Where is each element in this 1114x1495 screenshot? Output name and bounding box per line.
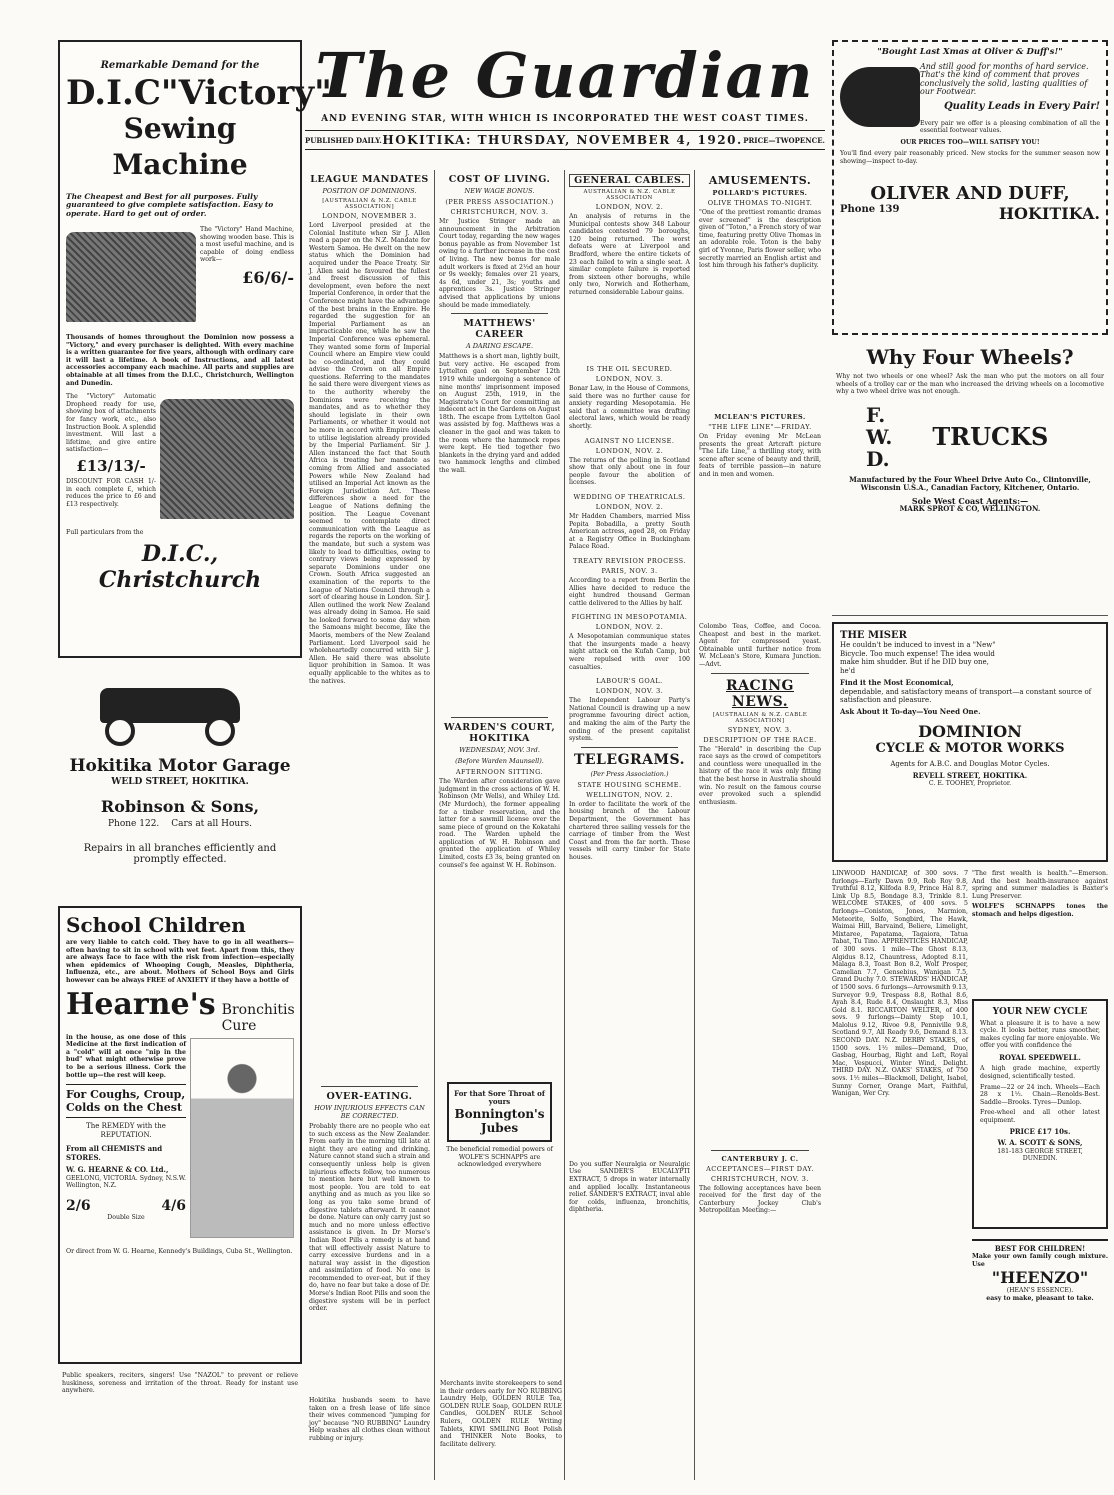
hearne-price-b: 4/6 <box>161 1197 186 1214</box>
dominion-cycle-ad <box>832 622 1108 862</box>
cables-body: An analysis of returns in the Municipal contests show 348 Labour candidates contested 79 boroughs, 120 being returned. The worst defeats were at Liverpool and Bradford, where the entire tickets of 23 each failed to win a single seat. A similar complete failure is reported from sixteen other boroughs, while only two, Norwich and Rotherham, returned considerable Labour gains. <box>569 213 690 296</box>
news-column-2 <box>435 170 565 1480</box>
treaty-body: According to a report from Berlin the Allies have decided to reduce the eight hundred thousand German cattle delivered to the Allies by half. <box>569 576 690 607</box>
treaty-dateline: PARIS, NOV. 3. <box>601 566 658 575</box>
fwd-trucks: TRUCKS <box>932 422 1049 452</box>
fwd-letter-f: F. <box>866 402 886 427</box>
sanders-ad: Do you suffer Neuralgia or Neuralgic Use SANDER'S EUCALYPTI EXTRACT, 5 drops in water internally and applied locally. Instantaneous relief. SANDER'S EXTRACT, inval able for colds, influenza, bronchitis, diphtheria. <box>569 1160 690 1214</box>
dominion-prop: C. E. TOOHEY, Proprietor. <box>928 780 1012 787</box>
fwd-body: Why not two wheels or one wheel? Ask the man who put the motors on all four wheels of a trolley car or the man who increased the driving wheels on a locomotive why a two wheel drive was not enough. <box>836 373 1104 396</box>
miser-tag: Find it the Most Economical, <box>840 678 954 687</box>
nazol-husbands: Hokitika husbands seem to have taken on a fresh lease of life since their wives commenced "jumping for joy" because "NO RUBBING" Laundry Help washes all clothes clean without rubbing or injury. <box>309 1397 430 1442</box>
league-dateline: LONDON, NOVEMBER 3. <box>322 212 417 220</box>
heenzo-brand: "HEENZO" <box>991 1268 1089 1288</box>
license-headline: AGAINST NO LICENSE. <box>584 436 675 445</box>
garage-firm: Robinson & Sons, <box>100 796 260 816</box>
mcleans-title: "THE LIFE LINE"—FRIDAY. <box>708 423 812 431</box>
bonnington-line-1: For that Sore Throat of yours <box>454 1088 545 1107</box>
garage-street: WELD STREET, HOKITIKA. <box>111 777 249 787</box>
fwd-mfr: Manufactured by the Four Wheel Drive Auto Co., Clintonville, Wisconsin U.S.A., Canadian Factory, Kitchener, Ontario. <box>849 474 1091 493</box>
fwd-letter-w: W. <box>866 424 893 449</box>
amusements-sub: POLLARD'S PICTURES. <box>712 189 808 197</box>
oliver-head: "Bought Last Xmas at Oliver & Duff's!" <box>877 47 1063 57</box>
league-source: [AUSTRALIAN & N.Z. CABLE ASSOCIATION] <box>322 198 417 210</box>
canterbury-sub: ACCEPTANCES—FIRST DAY. <box>706 1164 814 1173</box>
telegrams-dateline: WELLINGTON, NOV. 2. <box>586 790 673 799</box>
miser-head: THE MISER <box>840 630 907 641</box>
dominion-subname: CYCLE & MOTOR WORKS <box>875 741 1065 756</box>
hearne-company: W. G. HEARNE & CO. Ltd., <box>66 1165 169 1175</box>
mesopotamia-dateline: LONDON, NOV. 2. <box>595 623 664 632</box>
wedding-body: Mr Hadden Chambers, married Miss Pepita Bobadilla, a pretty South American actress, aged 28, on Friday at a Registry Office in Buckingham Palace Road. <box>569 512 690 551</box>
overeating-sub: HOW INJURIOUS EFFECTS CAN BE CORRECTED. <box>314 1104 425 1120</box>
sewing-tagline: The Cheapest and Best for all purposes. Fully guaranteed to give complete satisfaction. Easy to operate. Hard to get out of order. <box>66 191 274 218</box>
shoe-illustration <box>840 67 920 127</box>
wardens-session: AFTERNOON SITTING. <box>455 768 544 777</box>
heenzo-note: easy to make, pleasant to take. <box>986 1294 1094 1302</box>
matthews-headline: MATTHEWS' CAREER <box>463 318 536 341</box>
cost-body: Mr Justice Stringer made an announcement in the Arbitration Court today, regarding the new wages bonus payable as from November 1st owing to a further increase in the cost of living. The new bonus for male adult workers is fixed at 2½d an hour or 9s weekly; females over 21 years, 4s 6d, under 21, 3s; youths and apprentices 3s. Justice Stringer advised that applications by unions should be made immediately. <box>439 218 560 309</box>
oliver-slogan: Quality Leads in Every Pair! <box>943 100 1100 112</box>
oliver-prices: OUR PRICES TOO—WILL SATISFY YOU! <box>900 138 1040 146</box>
cycle-extras: Free-wheel and all other latest equipment. <box>980 1109 1100 1124</box>
license-dateline: LONDON, NOV. 2. <box>595 446 664 455</box>
news-columns <box>305 170 825 1480</box>
sewing-machine-ad <box>58 40 332 658</box>
amusements-headline: AMUSEMENTS. <box>708 174 812 187</box>
labour-headline: LABOUR'S GOAL. <box>596 677 663 686</box>
hearne-remedy: The REMEDY with the REPUTATION. <box>86 1122 166 1139</box>
oliver-phone: Phone 139 <box>840 204 900 216</box>
oil-dateline: LONDON, NOV. 3. <box>595 375 664 383</box>
hearne-head: School Children <box>66 913 246 937</box>
cycle-price: PRICE £17 10s. <box>1009 1126 1071 1136</box>
license-body: The returns of the polling in Scotland show that only about one in four people favour the abolition of licenses. <box>569 456 690 487</box>
heenzo-head: BEST FOR CHILDREN! <box>994 1243 1086 1253</box>
masthead-title: The Guardian <box>315 39 815 112</box>
dominion-street: REVELL STREET, HOKITIKA. <box>912 770 1028 780</box>
sewing-price-2: £13/13/- <box>76 456 146 475</box>
cycle-head: YOUR NEW CYCLE <box>992 1006 1088 1017</box>
dominion-name: DOMINION <box>918 722 1022 741</box>
bonnington-line-2: Bonnington's Jubes <box>454 1106 545 1135</box>
right-ad-column <box>832 40 1108 1480</box>
cycle-specs: Frame—22 or 24 inch. Wheels—Each 28 x 1½. Chain—Renolds-Best. Saddle—Brooks. Tyres—Dunlop. <box>980 1083 1100 1106</box>
bonnington-jubes-ad <box>447 1082 552 1142</box>
canterbury-body: The following acceptances have been received for the first day of the Canterbury Jockey Club's Metropolitan Meeting:— <box>699 1184 821 1215</box>
fwd-agents-label: Sole West Coast Agents:— <box>911 495 1029 506</box>
hearne-for-line: For Coughs, Croup, Colds on the Chest <box>66 1084 186 1118</box>
mother-child-illustration <box>190 1038 294 1238</box>
labour-dateline: LONDON, NOV. 3. <box>595 687 664 696</box>
matthews-body: Matthews is a short man, lightly built, but very active. He escaped from Lyttelton gaol on September 12th 1919 while undergoing a sentence of nine months' imprisonment imposed on August 25th, 1919, in the Magistrate's Court for committing an indecent act in the Gardens on August 18th. The escape from Lyttelton Gaol was assisted by fog. Matthews was a cleaner in the gaol and was taken to the room where the hammock ropes were kept. He tied together two blankets in the drying yard and added two hammock lengths and climbed the wall. <box>439 353 560 475</box>
sewing-particulars: Full particulars from the <box>66 529 144 537</box>
overeating-headline: OVER-EATING. <box>326 1091 413 1102</box>
cables-dateline: LONDON, NOV. 2. <box>595 203 664 211</box>
fwd-letter-d: D. <box>866 446 890 471</box>
cost-source: (PER PRESS ASSOCIATION.) <box>445 198 554 206</box>
issue-date: HOKITIKA: THURSDAY, NOVEMBER 4, 1920. <box>382 133 743 147</box>
hearne-order: Or direct from W. G. Hearne, Kennedy's Buildings, Cuba St., Wellington. <box>66 1247 293 1255</box>
cycle-ad <box>972 999 1108 1229</box>
canterbury-headline: CANTERBURY J. C. <box>721 1154 799 1163</box>
masthead <box>305 40 825 160</box>
wolfe-name: WOLFE'S SCHNAPPS tones the stomach and helps digestion. <box>972 903 1108 918</box>
heenzo-tag: (HEAN'S ESSENCE). <box>1006 1287 1074 1295</box>
canterbury-dateline: CHRISTCHURCH, NOV. 3. <box>711 1174 809 1183</box>
cost-dateline: CHRISTCHURCH, NOV. 3. <box>450 208 549 216</box>
wardens-sub: WEDNESDAY, NOV. 3rd. <box>459 746 540 755</box>
racing-dateline: SYDNEY, NOV. 3. <box>727 725 793 734</box>
mesopotamia-headline: FIGHTING IN MESOPOTAMIA. <box>571 613 688 622</box>
hearne-product: Bronchitis Cure <box>221 1001 295 1034</box>
mcleans-body: On Friday evening Mr McLean presents the great Artcraft picture "The Life Line," a thrilling story, with scene after scene of beauty and thrill, feats of terrible passion—in nature and in men and women. <box>699 433 821 478</box>
hearne-body-2: in the house, as one dose of this Medicine at the first indication of a "cold" will at once "nip in the bud" what might otherwise prove to be a serious illness. Cork the bottle up—the rest will keep. <box>66 1033 186 1079</box>
hearnes-bronchitis-cure-ad <box>58 906 302 1364</box>
mesopotamia-body: A Mesopotamian communique states that the insurgents made a heavy night attack on the Kufah Camp, but were repulsed with over 100 casualties. <box>569 633 690 671</box>
telegrams-headline: TELEGRAMS. <box>573 751 686 768</box>
hearne-price-a: 2/6 <box>66 1197 91 1214</box>
oliver-offer: Every pair we offer is a pleasing combination of all the essential footwear values. <box>920 119 1100 135</box>
miser-body-2: dependable, and satisfactory means of transport—a constant source of satisfaction and pleasure. <box>840 687 1092 704</box>
league-headline: LEAGUE MANDATES <box>310 174 429 185</box>
cost-headline: COST OF LIVING. <box>448 174 551 185</box>
wardens-body: The Warden after consideration gave judgment in the cross actions of W. H. Robinson (Mr Wells), and Whiley Ltd. (Mr Murdoch), the former appealing for a timber reservation, and the latter for a sawmill license over the same piece of ground on the Kokatahi road. The Warden upheld the application of W. H. Robinson and granted the application of Whiley Limited, costs £3 3s, being granted on counsel's fee against W. H. Robinson. <box>439 778 560 869</box>
wedding-headline: WEDDING OF THEATRICALS. <box>573 492 686 501</box>
colombo-ad: Colombo Teas, Coffee, and Cocoa. Cheapest and best in the market. Agent for compressed yeast. Obtainable until further notice from W. McLean's Store, Kumara Junction.—Advt. <box>699 623 821 668</box>
sewing-price-1: £6/6/- <box>242 267 294 287</box>
hearne-brand: Hearne's <box>66 986 216 1022</box>
telegrams-body: In order to facilitate the work of the housing branch of the Labour Department, the Government has chartered three sailing vessels for the carriage of timber from the West Coast and from the far north. These vessels will carry timber for State houses. <box>569 800 690 861</box>
oil-headline: IS THE OIL SECURED. <box>586 365 673 373</box>
treaty-headline: TREATY REVISION PROCESS. <box>573 556 686 565</box>
hearne-size: Double Size <box>107 1213 145 1221</box>
fwd-trucks-ad <box>832 341 1108 616</box>
wardens-headline: WARDEN'S COURT, HOKITIKA <box>443 722 556 745</box>
racing-headline: RACING NEWS. <box>726 677 794 710</box>
mcleans-headline: MCLEAN'S PICTURES. <box>714 413 806 421</box>
miser-ask: Ask About it To-day—You Need One. <box>840 706 981 716</box>
cycle-address: 181-183 GEORGE STREET, DUNEDIN. <box>997 1147 1083 1163</box>
racing-body: The "Herald" in describing the Cup race says as the crowd of competitors and countless were unequalled in the history of the race it was only fitting that the best horse in Australia should win. No result on the famous course ever provoked such a splendid enthusiasm. <box>699 745 821 806</box>
sewing-discount: DISCOUNT FOR CASH 1/- in each complete £, which reduces the price to £6 and £13 respectively. <box>66 477 156 508</box>
cycle-firm: W. A. SCOTT & SONS, <box>997 1138 1083 1148</box>
drophead-machine-illustration <box>160 399 294 519</box>
oliver-firm: OLIVER AND DUFF, <box>870 183 1070 205</box>
sewing-store: D.I.C., Christchurch <box>98 540 262 593</box>
motor-garage-ad <box>58 666 302 906</box>
merchants-notice: Merchants invite storekeepers to send in their orders early for NO RUBBING Laundry Help, GOLDEN RULE Tea, GOLDEN RULE Soap, GOLDEN RULE Candles, GOLDEN RULE School Rulers, GOLDEN RULE Writing Tablets, KIWI SMILING Boot Polish and THINKER Note Books, to facilitate delivery. <box>440 1380 562 1470</box>
sewing-blurb-2: The "Victory" Automatic Dropheed ready for use, showing box of attachments for fancy work, etc., also Instruction Book. A splendid investment. Will last a lifetime, and give entire satisfaction— <box>66 393 156 454</box>
masthead-subtitle: AND EVENING STAR, WITH WHICH IS INCORPORATED THE WEST COAST TIMES. <box>321 114 809 124</box>
telegrams-sub: STATE HOUSING SCHEME. <box>577 780 682 789</box>
sewing-kicker: Remarkable Demand for the <box>100 60 260 71</box>
sewing-title-1: D.I.C"Victory" <box>66 72 332 113</box>
oil-body: Bonar Law, in the House of Commons, said there was no further cause for anxiety regarding Mesopotamia. He said that a committee was drafting electoral laws, which would be ready shortly. <box>569 385 690 430</box>
heenzo-ad <box>972 1239 1108 1303</box>
news-column-4 <box>695 170 825 1480</box>
fwd-head: Why Four Wheels? <box>866 345 1074 369</box>
matthews-sub: A DARING ESCAPE. <box>465 342 534 351</box>
oliver-body: And still good for months of hard service. That's the kind of comment that proves conclusively the solid, lasting qualities of our Footwear. <box>920 61 1089 96</box>
sewing-machine-illustration <box>66 232 196 322</box>
cost-sub: NEW WAGE BONUS. <box>464 187 535 195</box>
nazol-ad: Public speakers, reciters, singers! Use "NAZOL" to prevent or relieve huskiness, soreness and irritation of the throat. Ready for instant use anywhere. <box>62 1372 298 1395</box>
cables-source: AUSTRALIAN & N.Z. CABLE ASSOCIATION <box>583 189 676 201</box>
oliver-duff-ad <box>832 40 1108 335</box>
sewing-body: Thousands of homes throughout the Dominion now possess a "Victory," and every purchaser is delighted. With every machine is a written guarantee for five years, although with ordinary care it will last a lifetime. A book of Instructions, and all latest accessories accompany each machine. All parts and supplies are obtainable at all times from the D.I.C., Christchurch, Wellington and Dunedin. <box>66 334 294 387</box>
motor-car-illustration <box>80 678 280 748</box>
news-column-3 <box>565 170 695 1480</box>
wardens-magistrate: (Before Warden Maunsell). <box>455 757 544 766</box>
garage-phone: Phone 122. <box>107 818 160 829</box>
wolfe-bottom: The beneficial remedial powers of WOLFE'S SCHNAPPS are acknowledged everywhere <box>446 1146 553 1169</box>
cycle-brand: ROYAL SPEEDWELL. <box>999 1052 1081 1062</box>
amusements-body: "One of the prettiest romantic dramas ever screened" is the description given of "Toton," a French story of war time, featuring pretty Olive Thomas in an adorable role. Toton is the baby girl of Yvonne, Paris flower seller, who secretly married an English artist and lost him through his father's duplicity. <box>699 209 821 270</box>
published-daily: PUBLISHED DAILY. <box>305 135 382 145</box>
garage-repairs: Repairs in all branches efficiently and promptly effected. <box>83 842 277 865</box>
league-body: Lord Liverpool presided at the Colonial Institute when Sir J. Allen read a paper on the N.Z. Mandate for Western Samoa. He dwelt on the new status which the Dominion had acquired under the Peace Treaty. Sir J. Allen said he favoured the fullest and freest discussion of this development, even before the next Imperial Conference, in order that the Conference might have the advantage of the best brains in the Empire. He regarded the suggestion for an Imperial Parliament as an impracticable one, while he saw the Imperial Conference was ephemeral. They wanted some form of Imperial Council where an Empire view could be co-ordinated, and they could advise the Crown on all Empire questions. Referring to the mandates he said there were divergent views as to the authority whereby the Dominions were receiving the mandates, and as to whether they should legislate in their own Parliaments, or whether it would not be more in accord with Empire ideals to utilise legislation already provided by the Imperial Parliament. Sir J. Allen instanced the fact that South Africa is treating her mandate as coming from Allied and associated Powers while New Zealand had utilised an Imperial Act known as the Foreign Jurisdiction Act. These differences show a need for the League of Nations defining the position. The League Covenant seemed to contemplate direct communication with the League as regards the reports on the working of the mandate, but such a system was likely to lead to difficulties, owing to contrary views being expressed by separate Dominions under one Crown. South Africa suggested an examination of the reports to the League of Nations Council through a sort of clearing house in London. Sir J. Allen outlined the work New Zealand was already doing in Samoa. He said he looked forward to some day when the Samoans might become, like the Maoris, members of the New Zealand Parliament. Lord Liverpool said he wholeheartedly concurred with Sir J. Allen. He said there was absolute liquor prohibition in Samoa. It was equally applicable to the whites as to the natives. <box>309 222 430 685</box>
racing-acceptances: LINWOOD HANDICAP, of 300 sovs. 7 furlongs—Early Dawn 9.9, Rob Roy 9.8, Truthful 8.12, Kilfoda 8.9, Prince Hal 8.7, Link Up 8.5, Bondage 8.3, Trinkle 8.1. WELCOME STAKES, of 400 sovs. 5 furlongs—Coniston, Jones, Marmion, Meteorite, Solfo, Songbird, The Hawk, Waimai Hill, Barvaind, Beliere, Limelight, Mixtaree, Papatama, Tagaiora, Tatua Tabat, Tu Tino. APPRENTICES HANDICAP, of 300 sovs. 1 mile—The Ghost 8.13, Algidus 8.12, Chauntress, Adopted 8.11, Malaga 8.3, Toast Bon 8.2, Wolf Prosper, Camelian 7.7, Gensebius, Wanigan 7.5, Grand Duchy 7.0. STEWARDS' HANDICAP, of 1500 sovs. 6 furlongs—Arrowsmith 9.13, Surveyor 9.9, Trespass 8.8, Rothal 8.6, Ayah 8.4, Rude 8.4, Onslaught 8.3, Miss Gold 8.1. RICCARTON WELTER, of 400 sovs. 9 furlongs—Dainty Step 10.1, Malolus 9.12, Rivoe 9.8, Penniville 9.8, Scotland 9.7, All Ready 9.6, Demand 8.13. SECOND DAY. N.Z. DERBY STAKES, of 1500 sovs. 1½ miles—Demand, Duo, Gasbag, Hourbag, Right and Left, Royal Mac, Vespucci, Winter Wind, Delight. THIRD DAY. N.Z. OAKS' STAKES, of 750 sovs. 1½ miles—Blackmoll, Delight, Isabel, Sunny Corner, Orange Mart, Faithful, Wanigan, Wer Cry. <box>832 870 968 1098</box>
oliver-town: HOKITIKA. <box>998 204 1100 224</box>
cycle-detail: A high grade machine, expertly designed, scientifically tested. <box>980 1065 1100 1081</box>
miser-body: He couldn't be induced to invest in a "New" Bicycle. Too much expense! The idea would make him shudder. But if he DID buy one, he'd <box>840 641 996 675</box>
news-column-1 <box>305 170 435 1480</box>
heenzo-sub: Make your own family cough mixture. Use <box>972 1253 1108 1268</box>
sewing-title-2: Sewing Machine <box>112 111 248 181</box>
hearne-chemists: From all CHEMISTS and STORES. <box>66 1144 163 1162</box>
hearne-address: GEELONG, VICTORIA. Sydney, N.S.W. Wellington, N.Z. <box>66 1174 186 1190</box>
wedding-dateline: LONDON, NOV. 2. <box>595 502 664 511</box>
oliver-note: You'll find every pair reasonably priced. New stocks for the summer season now showing—inspect to-day. <box>840 150 1100 165</box>
telegrams-source: (Per Press Association.) <box>590 769 669 778</box>
sewing-blurb-1: The "Victory" Hand Machine, showing wooden base. This is a most useful machine, and is capable of doing endless work— <box>200 226 294 264</box>
garage-hours: Cars at all Hours. <box>171 818 252 829</box>
wolfe-quote: "The first wealth is health."—Emerson. And the best health-insurance against spring and summer maladies is Baxter's Lung Preserver. <box>972 870 1108 900</box>
amusements-title: OLIVE THOMAS TO-NIGHT. <box>707 199 813 207</box>
left-ad-column <box>58 40 332 1470</box>
league-sub: POSITION OF DOMINIONS. <box>322 187 417 195</box>
dominion-agents: Agents for A.B.C. and Douglas Motor Cycles. <box>890 760 1050 768</box>
racing-source: [AUSTRALIAN & N.Z. CABLE ASSOCIATION] <box>712 711 808 724</box>
issue-price: PRICE—TWOPENCE. <box>743 135 825 145</box>
fwd-agents: MARK SPROT & CO, WELLINGTON. <box>899 504 1041 514</box>
racing-sub: DESCRIPTION OF THE RACE. <box>703 735 817 744</box>
labour-body: The Independent Labour Party's National Council is drawing up a new programme favouring direct action, and making the aim of the Party the ending of the present capitalist system. <box>569 697 690 743</box>
hearne-body-1: are very liable to catch cold. They have to go in all weathers—often having to sit in school with wet feet. Apart from this, they are always face to face with the risk from infection—especially when epidemics of Whooping Cough, Measles, Diphtheria, Influenza, etc., are about. Mothers of School Boys and Girls however can be always FREE of ANXIETY if they have a bottle of <box>66 939 294 984</box>
cables-headline: GENERAL CABLES. <box>569 174 690 187</box>
overeating-body: Probably there are no people who eat to such excess as the New Zealander. From early in the morning till late at night they are eating and drinking. Nature cannot stand such a strain and consequently unless help is given injurious effects follow, too numerous to mention here but well known to most people. You are told to eat anything and as much as you like so long as you take some brand of digestive tablets afterward. It cannot be done. Nature can only carry just so much and no more unless effective assistance is given. In Dr Morse's Indian Root Pills a remedy is at hand that will effectively assist Nature to carry excessive burdens and in a natural way assist in the digestion and assimilation of food. No one is recommended to over-eat, but if they do, have no fear but take a dose of Dr. Morse's Indian Root Pills and soon the digestive system will be in perfect order. <box>309 1123 430 1313</box>
cycle-body: What a pleasure it is to have a new cycle. It looks better, runs smoother, makes cycling far more enjoyable. We offer you with confidence the <box>980 1019 1100 1050</box>
garage-name: Hokitika Motor Garage <box>69 756 291 776</box>
